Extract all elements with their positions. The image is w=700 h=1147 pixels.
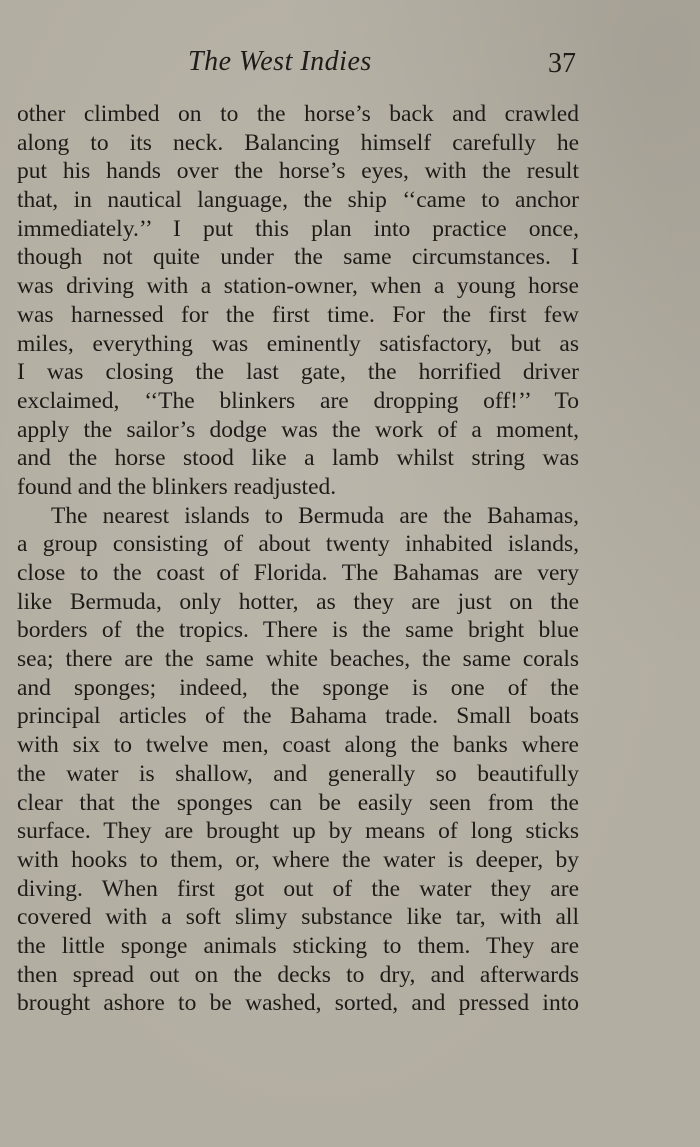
paragraph-first-line: The nearest islands to Bermuda are the Bahamas,: [51, 502, 579, 529]
paragraph-last-line: found and the blinkers readjusted.: [17, 473, 337, 500]
text-line: along to its neck. Balancing himself carefully he: [17, 129, 579, 156]
text-line: and sponges; indeed, the sponge is one of the: [17, 674, 579, 701]
running-head: [0, 46, 700, 86]
text-line: immediately.’’ I put this plan into practice once,: [17, 215, 579, 242]
text-line: then spread out on the decks to dry, and afterwards: [17, 961, 579, 988]
text-line: was harnessed for the first time. For the first few: [17, 301, 579, 328]
running-title: The West Indies: [188, 46, 372, 77]
text-line: with hooks to them, or, where the water is deeper, by: [17, 846, 579, 873]
text-line: a group consisting of about twenty inhabited islands,: [17, 531, 579, 558]
text-line: though not quite under the same circumstances. I: [17, 244, 579, 271]
text-line: covered with a soft slimy substance like tar, with all: [17, 904, 579, 931]
text-line: miles, everything was eminently satisfactory, but as: [17, 330, 579, 357]
text-line: the little sponge animals sticking to them. They are: [17, 932, 579, 959]
text-line: I was closing the last gate, the horrified driver: [17, 359, 579, 386]
text-line: apply the sailor’s dodge was the work of a moment,: [17, 416, 579, 443]
text-line: that, in nautical language, the ship ‘‘came to anchor: [17, 187, 579, 214]
text-line: exclaimed, ‘‘The blinkers are dropping off!’’ To: [17, 387, 579, 414]
text-line: the water is shallow, and generally so beautifully: [17, 760, 579, 787]
text-line: principal articles of the Bahama trade. Small boats: [17, 703, 579, 730]
text-line: like Bermuda, only hotter, as they are just on the: [17, 588, 579, 615]
text-line: sea; there are the same white beaches, the same corals: [17, 646, 579, 673]
text-line: and the horse stood like a lamb whilst string was: [17, 445, 579, 472]
page-number: 37: [548, 48, 576, 79]
text-line: diving. When first got out of the water they are: [17, 875, 579, 902]
text-line: was driving with a station-owner, when a young horse: [17, 273, 579, 300]
text-line: close to the coast of Florida. The Bahamas are very: [17, 560, 579, 586]
text-line: borders of the tropics. There is the same bright blue: [17, 617, 579, 644]
body-text: [17, 100, 579, 1018]
text-line: surface. They are brought up by means of long sticks: [17, 818, 579, 845]
text-line: put his hands over the horse’s eyes, with the result: [17, 158, 579, 185]
text-line: clear that the sponges can be easily seen from the: [17, 789, 579, 816]
text-line: with six to twelve men, coast along the banks where: [17, 732, 579, 759]
text-line: brought ashore to be washed, sorted, and pressed into: [17, 990, 579, 1017]
text-line: other climbed on to the horse’s back and crawled: [17, 101, 579, 127]
